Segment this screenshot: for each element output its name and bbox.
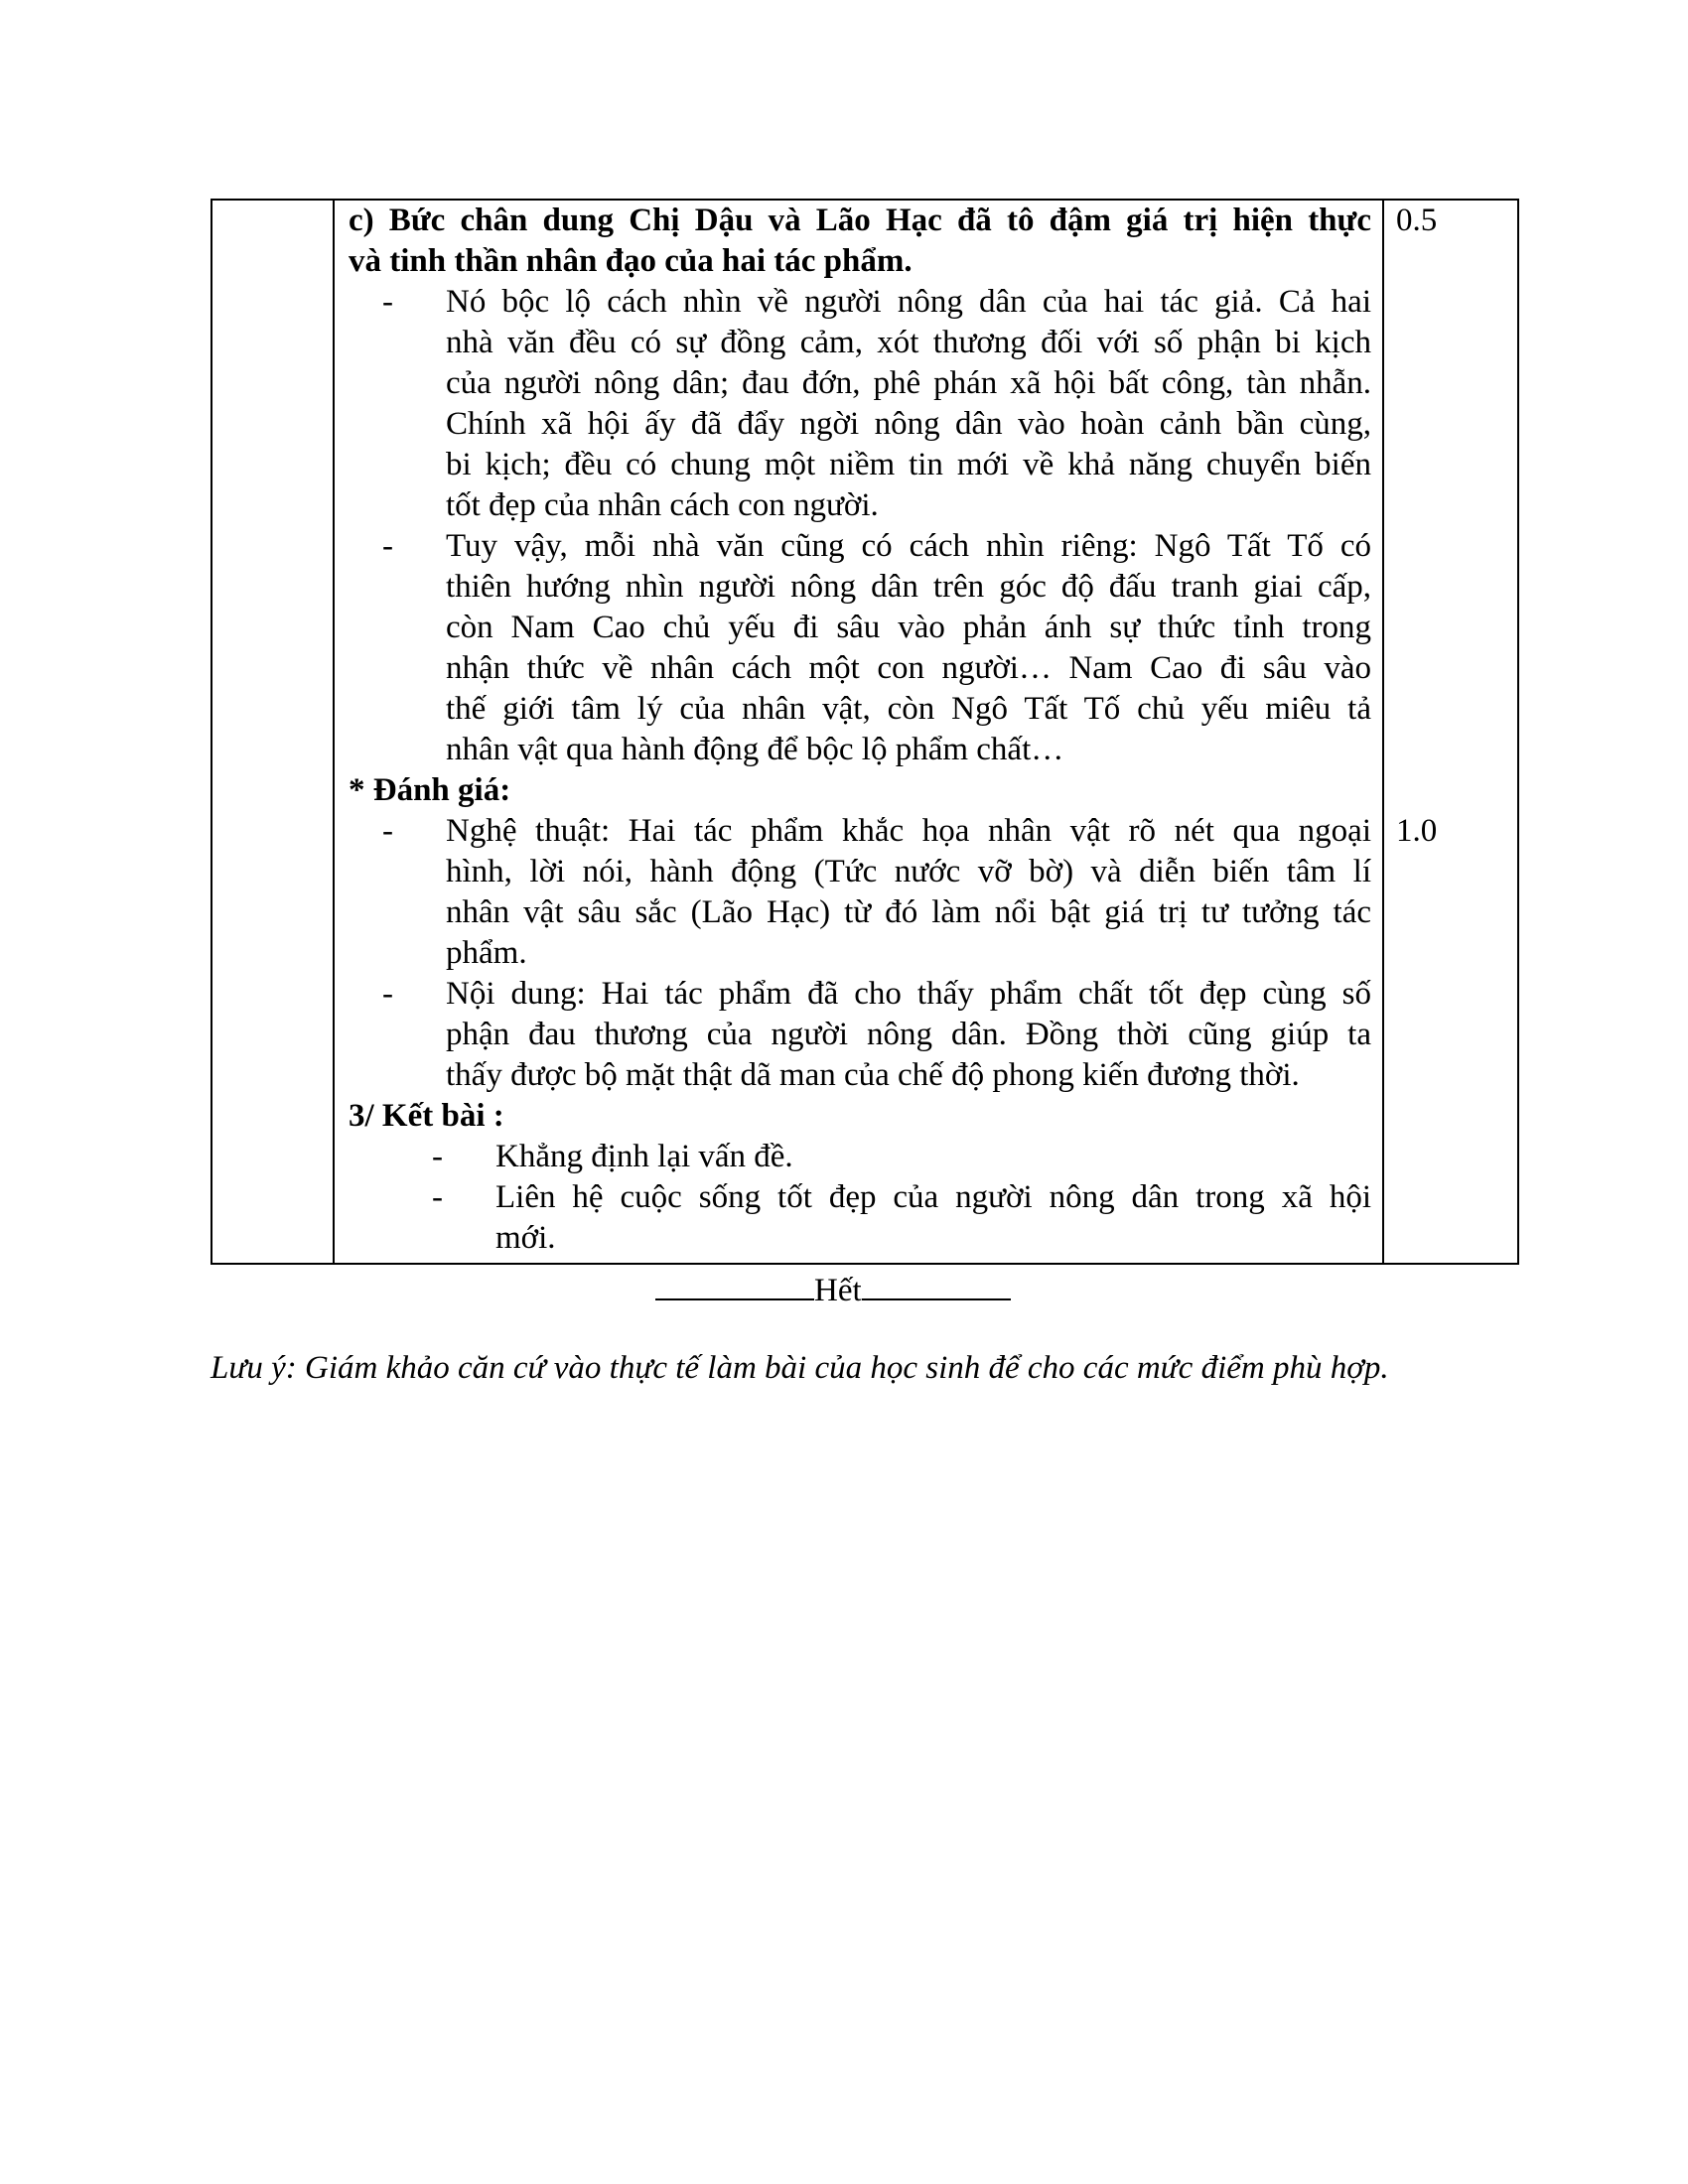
conclusion-bullet1-line-1: Khẳng định lại vấn đề. [495, 1139, 793, 1174]
answer-key-table [211, 199, 1519, 1265]
bullet1-line-1: Nó bộc lộ cách nhìn về người nông dân của hai tác giả. Cả hai [446, 284, 1371, 320]
conclusion-bullet2-line-2: mới. [495, 1220, 556, 1256]
bullet2-line-1: Tuy vậy, mỗi nhà văn cũng có cách nhìn riêng: Ngô Tất Tố có [446, 528, 1371, 564]
conclusion-bullet2-line-1: Liên hệ cuộc sống tốt đẹp của người nông dân trong xã hội [495, 1179, 1371, 1215]
bullet1-line-4: Chính xã hội ấy đã đẩy ngời nông dân vào hoàn cảnh bần cùng, [446, 406, 1371, 442]
bullet2-line-5: thế giới tâm lý của nhân vật, còn Ngô Tất Tố chủ yếu miêu tả [446, 691, 1371, 727]
section-c-heading-line-1: c) Bức chân dung Chị Dậu và Lão Hạc đã tô đậm giá trị hiện thực [349, 203, 1371, 238]
bullet-dash: - [382, 976, 393, 1012]
evaluation-bullet1-line-1: Nghệ thuật: Hai tác phẩm khắc họa nhân vật rõ nét qua ngoại [446, 813, 1371, 849]
evaluation-heading: * Đánh giá: [349, 772, 511, 808]
bullet-dash: - [432, 1139, 443, 1174]
bullet-dash: - [382, 528, 393, 564]
end-rule-right [862, 1269, 1011, 1300]
table-row [211, 200, 1518, 1264]
evaluation-bullet2-line-1: Nội dung: Hai tác phẩm đã cho thấy phẩm chất tốt đẹp cùng số [446, 976, 1371, 1012]
score-evaluation: 1.0 [1396, 813, 1438, 849]
score-cell [1383, 200, 1518, 1264]
bullet2-line-4: nhận thức về nhân cách một con người… Nam Cao đi sâu vào [446, 650, 1371, 686]
bullet2-line-6: nhân vật qua hành động để bộc lộ phẩm chất… [446, 732, 1064, 767]
answer-content-cell [334, 200, 1383, 1264]
end-rule-left [655, 1269, 814, 1300]
evaluation-bullet2-line-3: thấy được bộ mặt thật dã man của chế độ phong kiến đương thời. [446, 1057, 1300, 1093]
bullet2-line-3: còn Nam Cao chủ yếu đi sâu vào phản ánh sự thức tỉnh trong [446, 610, 1371, 645]
evaluation-bullet1-line-3: nhân vật sâu sắc (Lão Hạc) từ đó làm nổi bật giá trị tư tưởng tác [446, 894, 1371, 930]
bullet1-line-3: của người nông dân; đau đớn, phê phán xã hội bất công, tàn nhẫn. [446, 365, 1371, 401]
evaluation-bullet2-line-2: phận đau thương của người nông dân. Đồng thời cũng giúp ta [446, 1017, 1371, 1052]
evaluation-bullet1-line-2: hình, lời nói, hành động (Tức nước vỡ bờ) và diễn biến tâm lí [446, 854, 1371, 889]
score-section-c: 0.5 [1396, 203, 1438, 238]
bullet-dash: - [432, 1179, 443, 1215]
question-number-cell [211, 200, 334, 1264]
bullet2-line-2: thiên hướng nhìn người nông dân trên góc độ đấu tranh giai cấp, [446, 569, 1371, 605]
evaluation-bullet1-line-4: phẩm. [446, 935, 527, 971]
end-text: Hết [814, 1273, 862, 1308]
conclusion-heading: 3/ Kết bài : [349, 1098, 504, 1134]
bullet-dash: - [382, 284, 393, 320]
section-c-heading-line-2: và tinh thần nhân đạo của hai tác phẩm. [349, 243, 913, 279]
grader-note: Lưu ý: Giám khảo căn cứ vào thực tế làm bài của học sinh để cho các mức điểm phù hợp. [211, 1350, 1389, 1386]
bullet-dash: - [382, 813, 393, 849]
bullet1-line-6: tốt đẹp của nhân cách con người. [446, 487, 879, 523]
bullet1-line-5: bi kịch; đều có chung một niềm tin mới về khả năng chuyển biến [446, 447, 1371, 482]
bullet1-line-2: nhà văn đều có sự đồng cảm, xót thương đối với số phận bi kịch [446, 325, 1371, 360]
end-marker [655, 1269, 1011, 1311]
